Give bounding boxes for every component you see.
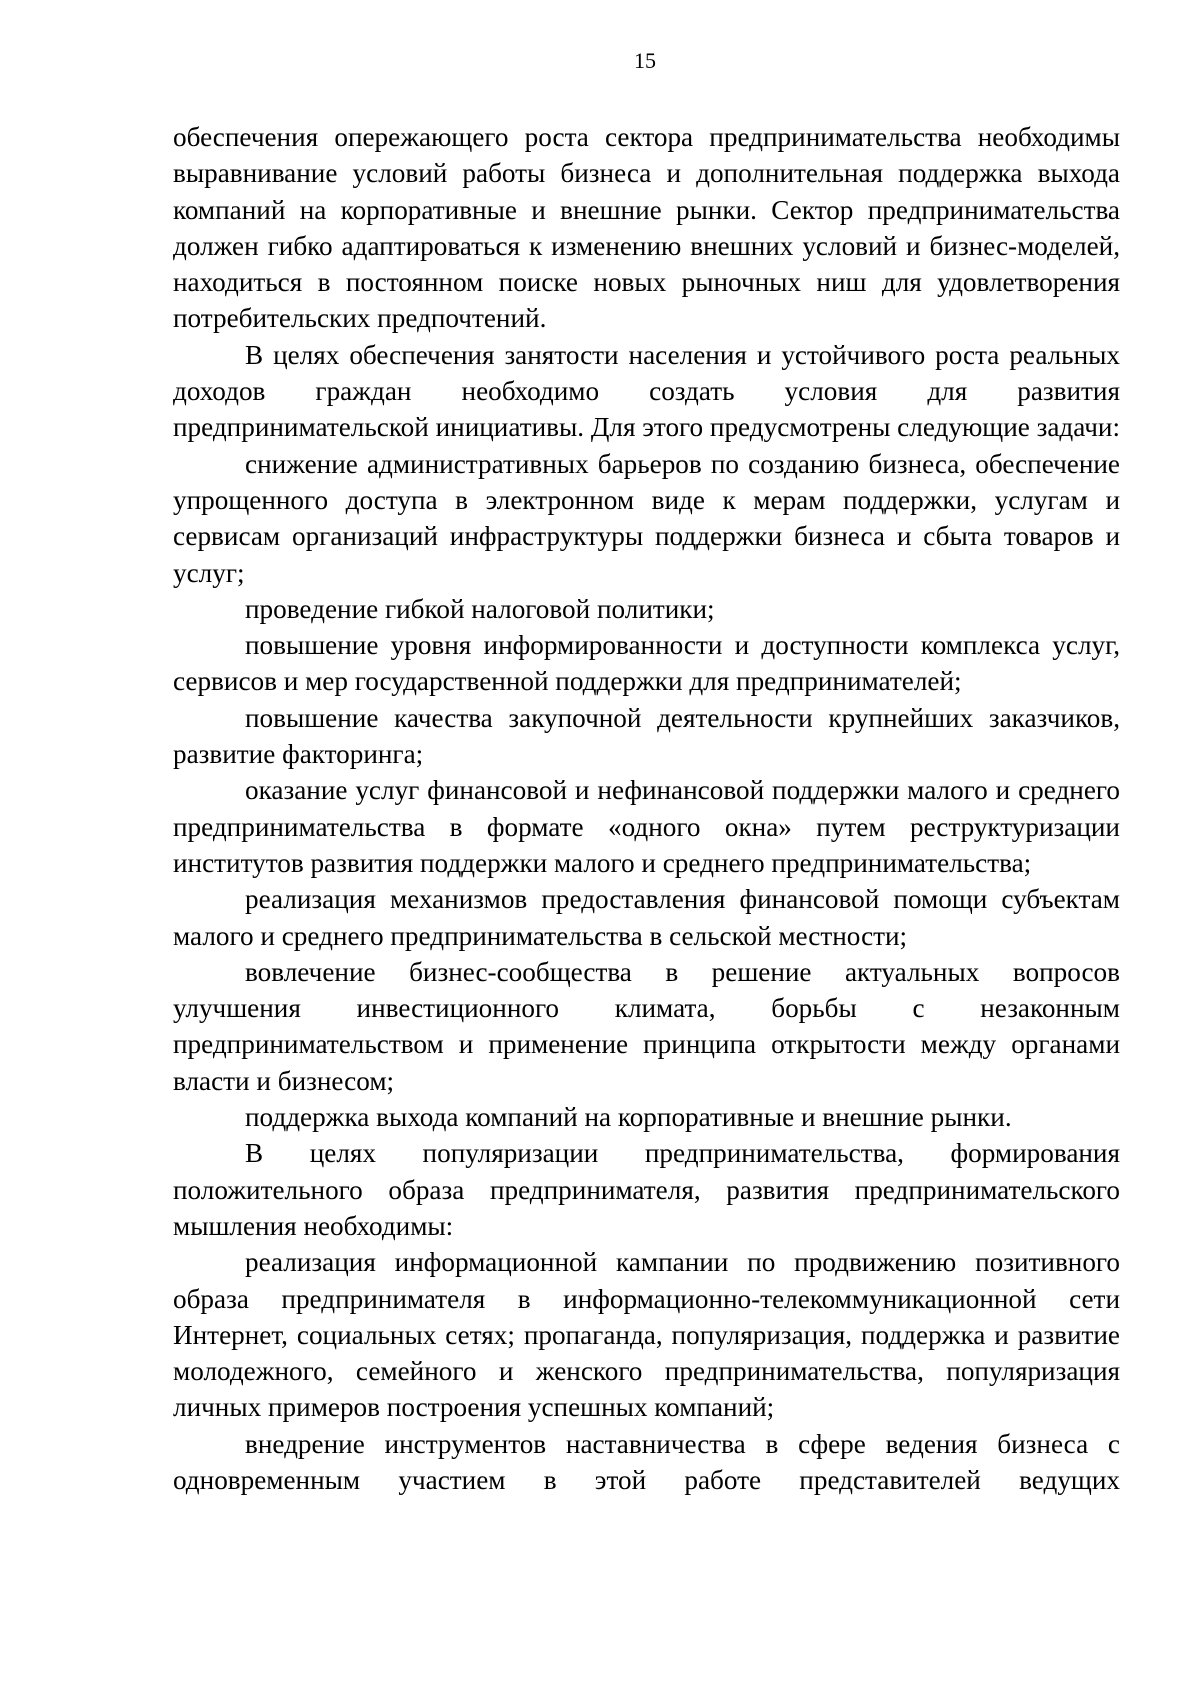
paragraph-employment-goals: В целях обеспечения занятости населения и устойчивого роста реальных доходов граждан необходимо создать условия для развития предпринимательской инициативы. Для этого предусмотрены следующие задачи: [173, 339, 1121, 443]
list-item-awareness: повышение уровня информированности и доступности комплекса услуг, сервисов и мер государственной поддержки для предпринимателей; [173, 630, 1120, 697]
list-item-export-support: поддержка выхода компаний на корпоративные и внешние рынки. [245, 1102, 1012, 1133]
list-item-rural-support: реализация механизмов предоставления финансовой помощи субъектам малого и среднего предпринимательства в сельской местности; [173, 884, 1120, 951]
list-item-business-community: вовлечение бизнес-сообщества в решение актуальных вопросов улучшения инвестиционного климата, борьбы с незаконным предпринимательством и применение принципа открытости между органами власти и бизнесом; [173, 956, 1120, 1096]
paragraph-continuation: обеспечения опережающего роста сектора предпринимательства необходимы выравнивание условий работы бизнеса и дополнительная поддержка выхода компаний на корпоративные и внешние рынки. Сектор предпринимательства должен гибко адаптироваться к изменению внешних условий и бизнес-моделей, находиться в постоянном поиске новых рыночных ниш для удовлетворения потребительских предпочтений. [173, 122, 1120, 334]
paragraph-popularization: В целях популяризации предпринимательства, формирования положительного образа предпринимателя, развития предпринимательского мышления необходимы: [173, 1138, 1120, 1241]
list-item-one-window: оказание услуг финансовой и нефинансовой поддержки малого и среднего предпринимательства в формате «одного окна» путем реструктуризации институтов развития поддержки малого и среднего предпринимательства; [173, 775, 1120, 878]
list-item-info-campaign: реализация информационной кампании по продвижению позитивного образа предпринимателя в информационно-телекоммуникационной сети Интернет, социальных сетях; пропаганда, популяризация, поддержка и развитие молодежного, семейного и женского предпринимательства, популяризация личных примеров построения успешных компаний; [173, 1247, 1120, 1423]
list-item-procurement: повышение качества закупочной деятельности крупнейших заказчиков, развитие факторинга; [173, 702, 1120, 770]
page-number: 15 [634, 48, 656, 73]
list-item-tax-policy: проведение гибкой налоговой политики; [245, 593, 715, 624]
document-body [173, 119, 1120, 1498]
list-item-mentoring: внедрение инструментов наставничества в сфере ведения бизнеса с одновременным участием в этой работе представителей ведущих [173, 1428, 1120, 1495]
list-item-admin-barriers: снижение административных барьеров по созданию бизнеса, обеспечение упрощенного доступа в электронном виде к мерам поддержки, услугам и сервисам организаций инфраструктуры поддержки бизнеса и сбыта товаров и услуг; [173, 448, 1120, 588]
